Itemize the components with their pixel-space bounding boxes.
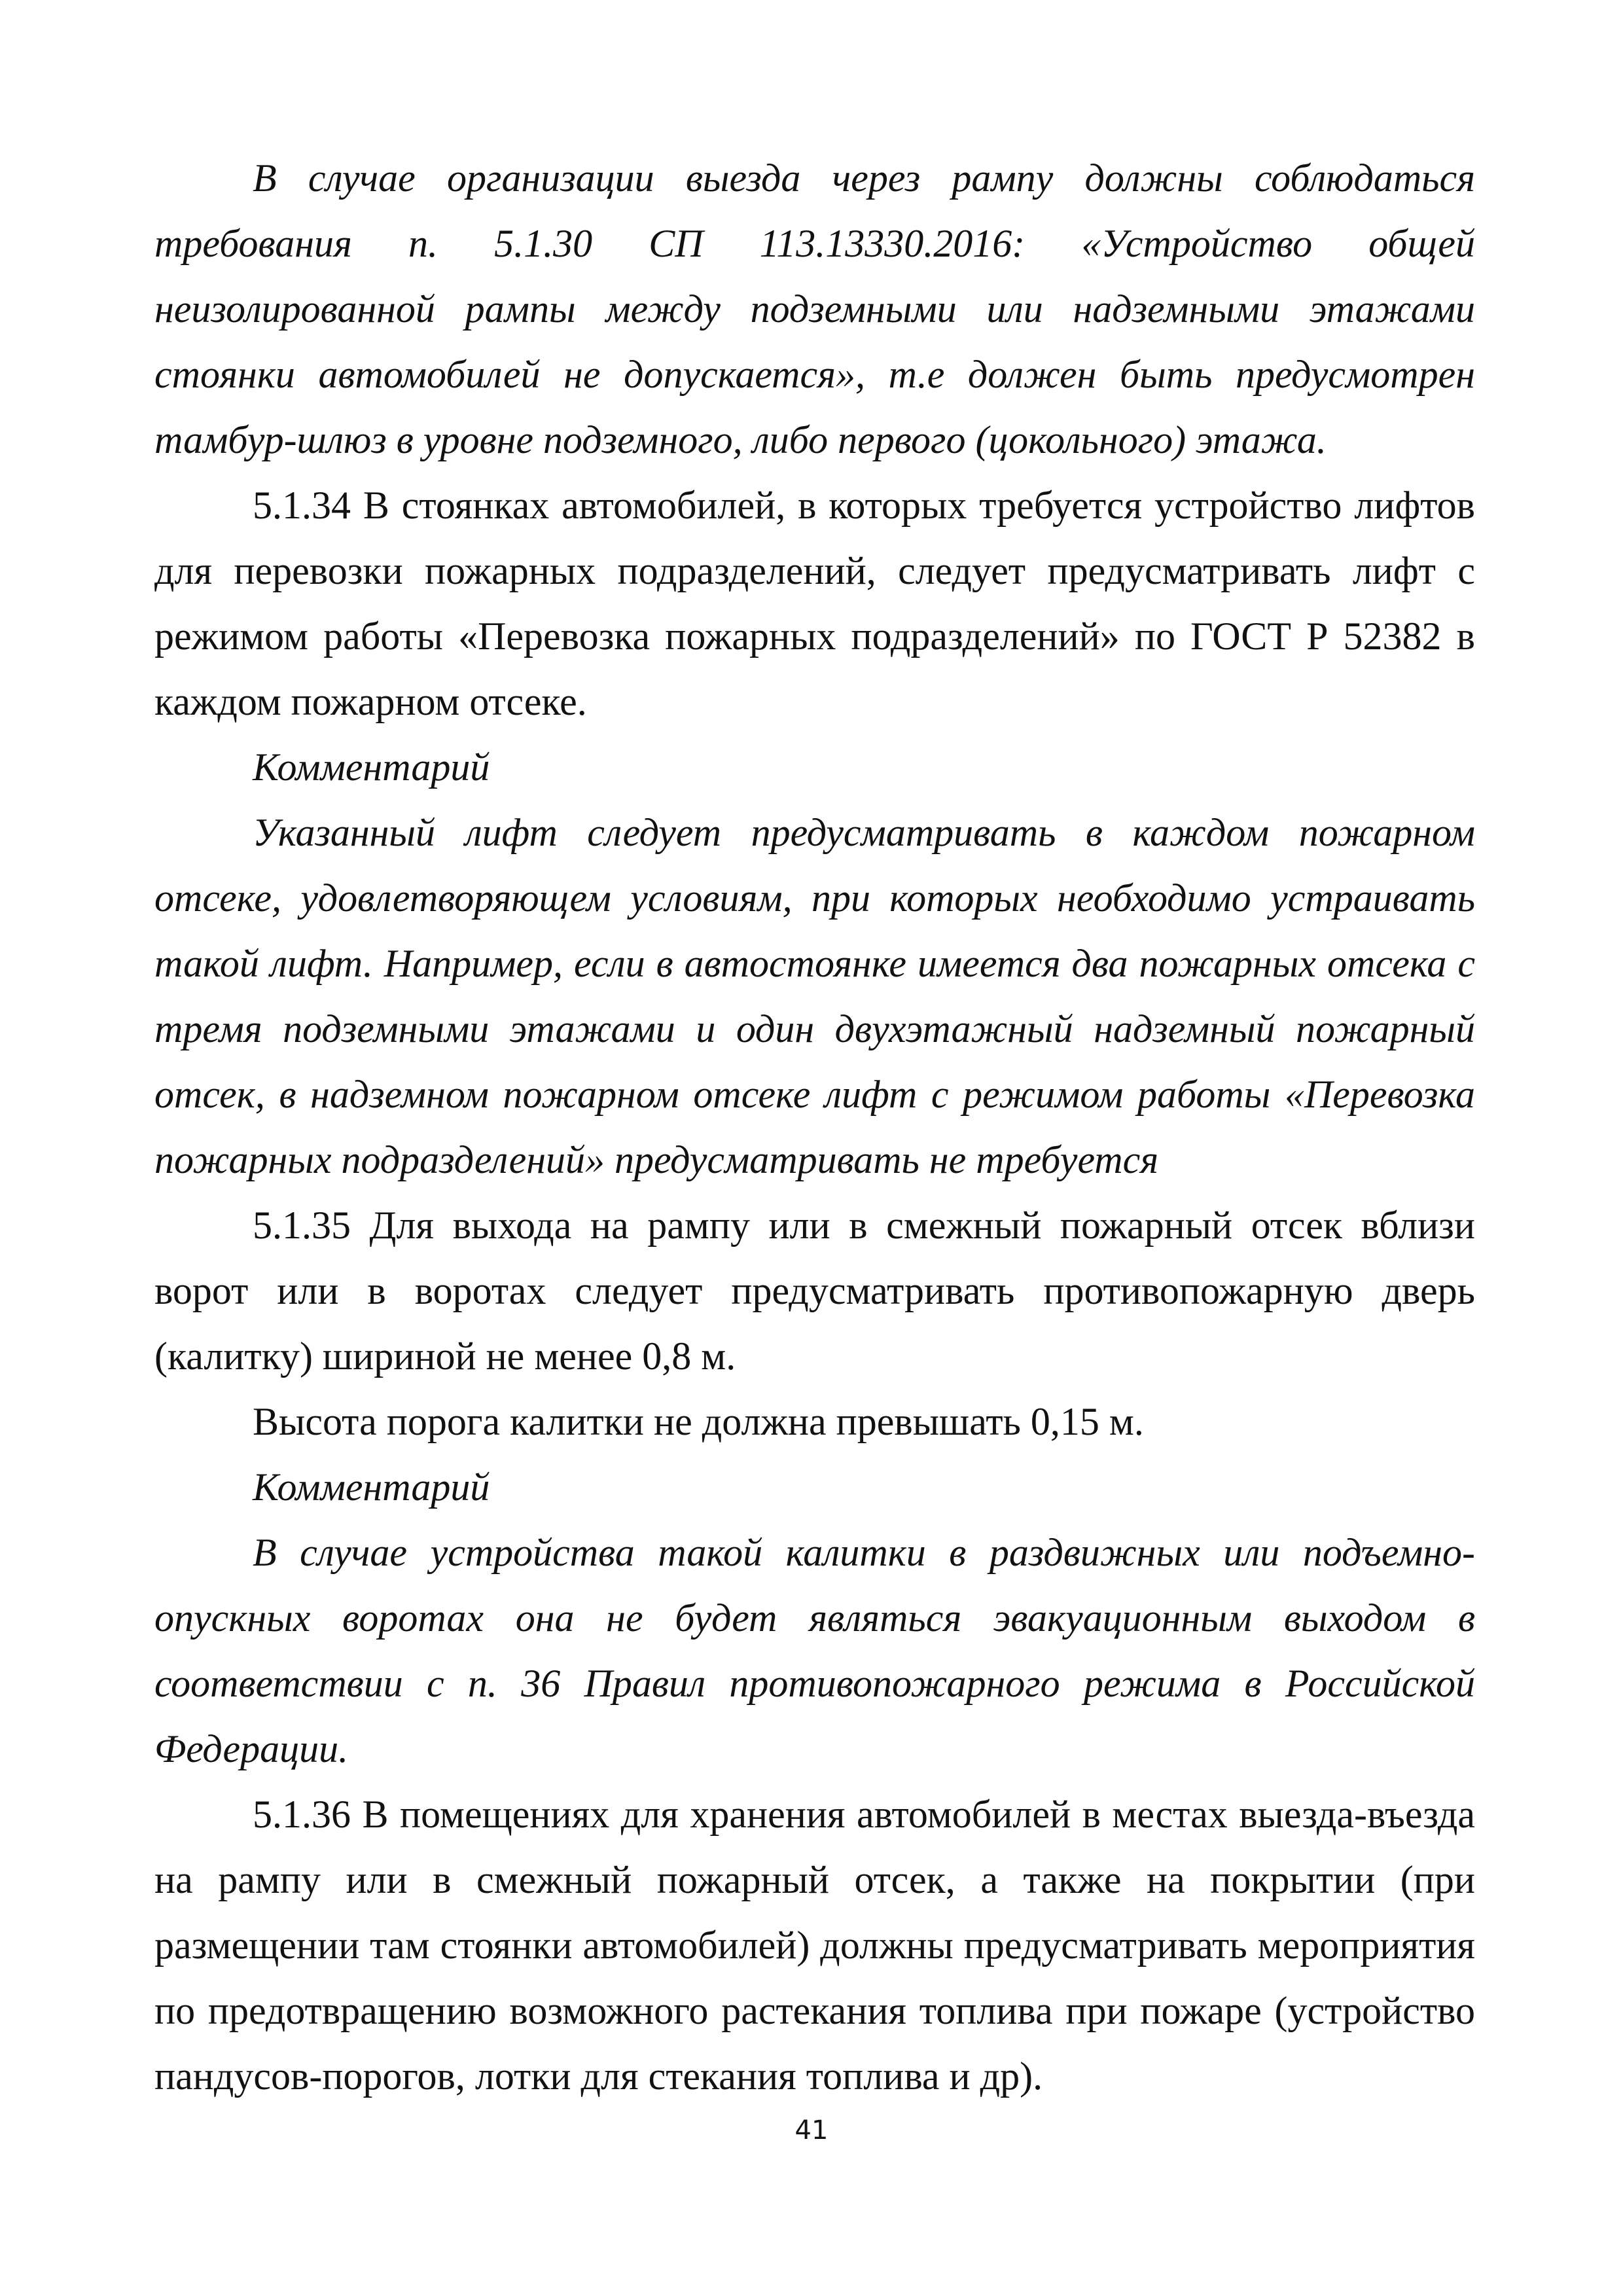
comment-lift-text: Указанный лифт следует предусматривать в каждом пожарном отсеке, удовлетворяющем условиям, при которых необходимо устраивать такой лифт. Например, если в автостоянке имеется два пожарных отсека с тремя подземными этажами и один двухэтажный надземный пожарный отсек, в надземном пожарном отсеке лифт с режимом работы «Перевозка пожарных подразделений» предусматривать не требуется bbox=[154, 811, 1475, 1181]
page-number: 41 bbox=[794, 2115, 829, 2145]
paragraph-ramp-requirements: В случае организации выезда через рампу должны соблюдаться требования п. 5.1.30 СП 113.13330.2016: «Устройство общей неизолированной рампы между подземными или надземными этажами стоянки автомобилей не допускается», т.е должен быть предусмотрен тамбур-шлюз в уровне подземного, либо первого (цокольного) этажа. bbox=[154, 156, 1475, 461]
paragraph-5-1-36: 5.1.36 В помещениях для хранения автомобилей в местах выезда-въезда на рампу или в смежный пожарный отсек, а также на покрытии (при размещении там стоянки автомобилей) должны предусматривать мероприятия по предотвращению возможного растекания топлива при пожаре (устройство пандусов-порогов, лотки для стекания топлива и др). bbox=[154, 1793, 1475, 2098]
comment-gate-text: В случае устройства такой калитки в раздвижных или подъемно-опускных воротах она не будет являться эвакуационным выходом в соответствии с п. 36 Правил противопожарного режима в Российской Федерации. bbox=[154, 1531, 1475, 1770]
comment-heading: Комментарий bbox=[253, 1465, 490, 1509]
paragraph-threshold-height: Высота порога калитки не должна превышать 0,15 м. bbox=[253, 1400, 1144, 1443]
paragraph-5-1-34: 5.1.34 В стоянках автомобилей, в которых требуется устройство лифтов для перевозки пожарных подразделений, следует предусматривать лифт с режимом работы «Перевозка пожарных подразделений» по ГОСТ Р 52382 в каждом пожарном отсеке. bbox=[154, 484, 1475, 723]
comment-heading: Комментарий bbox=[253, 745, 490, 789]
page-body bbox=[154, 145, 1475, 2109]
paragraph-5-1-35: 5.1.35 Для выхода на рампу или в смежный пожарный отсек вблизи ворот или в воротах следует предусматривать противопожарную дверь (калитку) шириной не менее 0,8 м. bbox=[154, 1204, 1475, 1378]
